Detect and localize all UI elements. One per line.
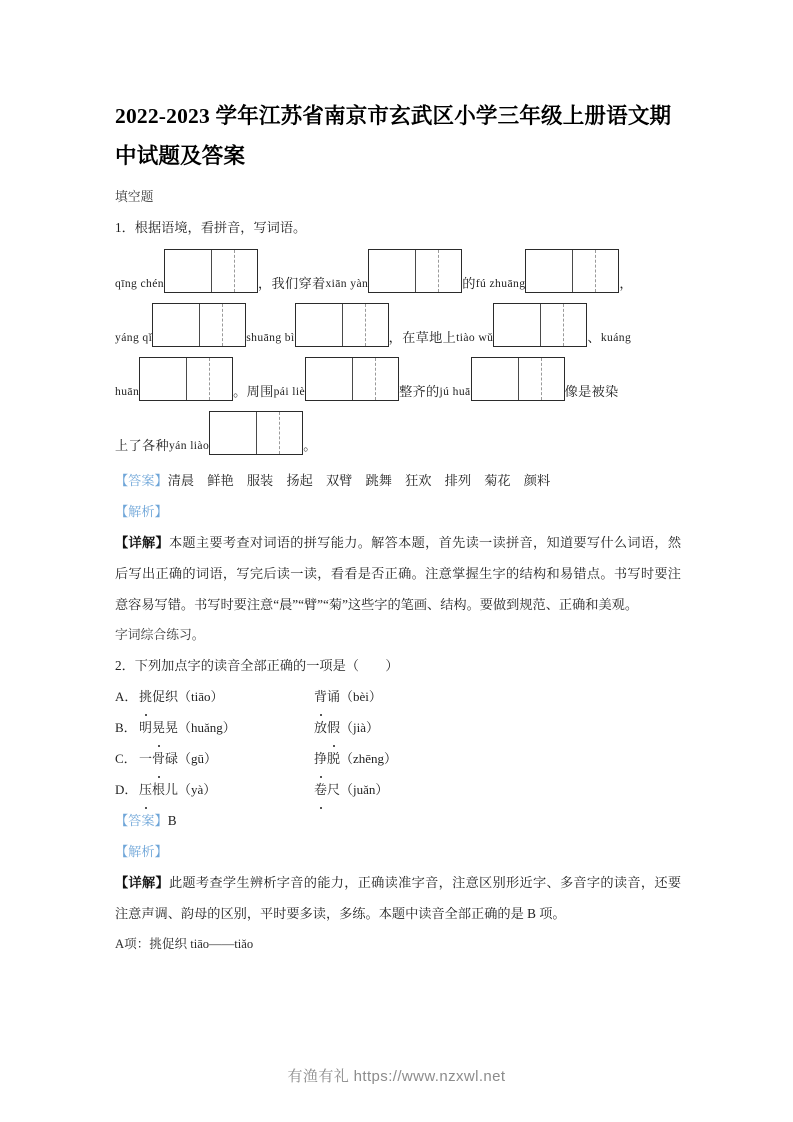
question-1-detail: [115, 527, 681, 620]
option-letter: A．: [115, 689, 138, 704]
option-right-text: 尺（juǎn）: [327, 782, 389, 797]
option-right-part: [314, 720, 379, 735]
detail-marker: 【详解】: [115, 535, 169, 550]
question-2-answer-line: [115, 805, 681, 836]
option-right-part: [314, 782, 388, 797]
detail-text: 此题考查学生辨析字音的能力，正确读准字音，注意区别形近字、多音字的读音，还要注意声调、韵母的区别，平时要多读，多练。本题中读音全部正确的是 B 项。: [115, 875, 682, 921]
inline-text: 像是被染: [564, 384, 619, 399]
writing-box[interactable]: [164, 249, 258, 293]
option-letter: C．: [115, 751, 137, 766]
writing-box[interactable]: [471, 357, 565, 401]
pinyin-label: fú zhuāng: [475, 277, 526, 290]
writing-box[interactable]: [493, 303, 587, 347]
option-right-part: [314, 751, 397, 766]
option-left-prefix: 一: [139, 751, 153, 766]
pinyin-label: yáng qǐ: [115, 331, 153, 344]
dotted-char: 背: [314, 681, 327, 712]
detail-marker: 【详解】: [115, 875, 169, 890]
grid-row: [115, 411, 681, 465]
option-left-part: [139, 712, 314, 743]
page-title: 2022-2023 学年江苏省南京市玄武区小学三年级上册语文期中试题及答案: [115, 104, 672, 168]
document-content: [115, 96, 681, 959]
pinyin-label: xiān yàn: [325, 277, 369, 290]
question-2-options: [115, 681, 681, 805]
footer-watermark: 有渔有礼 https://www.nzxwl.net: [287, 1068, 506, 1085]
option-c[interactable]: [115, 743, 681, 774]
option-d[interactable]: [115, 774, 681, 805]
writing-box[interactable]: [368, 249, 462, 293]
option-right-prefix: 放: [314, 720, 328, 735]
pinyin-label: shuāng bì: [246, 331, 295, 344]
option-left-prefix: 明: [139, 720, 153, 735]
writing-box[interactable]: [525, 249, 619, 293]
pinyin-label: qīng chén: [115, 277, 164, 290]
pinyin-label: tiào wǔ: [456, 331, 494, 344]
dotted-char: 卷: [314, 774, 327, 805]
pinyin-label: pái liè: [273, 385, 306, 398]
writing-box[interactable]: [305, 357, 399, 401]
inline-text: ，: [619, 276, 633, 291]
inline-text: 。周围: [233, 384, 274, 399]
option-right-text: 诵（bèi）: [327, 689, 382, 704]
option-left-text: 促织（tiāo）: [152, 689, 224, 704]
grid-row: [115, 249, 681, 303]
detail-text: 本题主要考查对词语的拼写能力。解答本题，首先读一读拼音，知道要写什么词语，然后写出正确的词语，写完后读一读，看看是否正确。注意掌握生字的结构和易错点。书写时要注意容易写错。书写时要注意“晨”“臂”“菊”这些字的笔画、结构。要做到规范、正确和美观。: [115, 535, 682, 612]
answer-text: B: [167, 813, 177, 828]
pinyin-label: jú huā: [439, 385, 471, 398]
option-letter: B．: [115, 720, 137, 735]
dotted-char: 挣: [314, 743, 327, 774]
grid-row: [115, 357, 681, 411]
inline-text: 的: [462, 276, 476, 291]
option-left-part: [139, 774, 314, 805]
dotted-char: 晃: [152, 712, 165, 743]
section-label-fill-in-blank: 填空题: [115, 190, 154, 204]
inline-text: 、: [587, 330, 601, 345]
writing-box[interactable]: [209, 411, 303, 455]
question-1-stem: 1．根据语境，看拼音，写词语。: [115, 220, 307, 235]
question-1-answer-line: [115, 465, 681, 496]
pinyin-label: huān: [115, 385, 140, 398]
option-left-text: 碌（gū）: [165, 751, 218, 766]
option-left-text: 晃（huǎng）: [165, 720, 236, 735]
option-left-part: [139, 681, 314, 712]
writing-box[interactable]: [295, 303, 389, 347]
analysis-marker: 【解析】: [115, 504, 168, 519]
answer-text: 清晨 鲜艳 服装 扬起 双臂 跳舞 狂欢 排列 菊花 颜料: [167, 473, 551, 488]
inline-text: 。: [303, 438, 317, 453]
option-left-text: 根儿（yà）: [152, 782, 217, 797]
inline-text: 整齐的: [399, 384, 440, 399]
option-right-text: （jià）: [340, 720, 380, 735]
inline-text: 上了各种: [115, 438, 169, 453]
writing-box[interactable]: [152, 303, 246, 347]
pinyin-label: yán liào: [168, 439, 210, 452]
dotted-char: 挑: [139, 681, 152, 712]
analysis-marker: 【解析】: [115, 844, 168, 859]
pinyin-label: kuáng: [600, 331, 632, 344]
option-letter: D．: [115, 782, 138, 797]
option-b[interactable]: [115, 712, 681, 743]
inline-text: ，我们穿着: [258, 276, 326, 291]
question-2-item-a-note: A项：挑促织 tiāo——tiǎo: [115, 937, 254, 951]
option-right-text: 脱（zhēng）: [327, 751, 398, 766]
option-left-part: [139, 743, 314, 774]
answer-marker: 【答案】: [115, 813, 168, 828]
option-a[interactable]: [115, 681, 681, 712]
question-2-analysis-line: [115, 836, 681, 867]
question-1-analysis-line: [115, 496, 681, 527]
inline-text: ，在草地上: [388, 330, 457, 345]
writing-box[interactable]: [139, 357, 233, 401]
grid-row: [115, 303, 681, 357]
answer-marker: 【答案】: [115, 473, 168, 488]
question-2-stem: 2．下列加点字的读音全部正确的一项是（ ）: [115, 658, 399, 673]
dotted-char: 压: [139, 774, 152, 805]
practice-label: 字词综合练习。: [115, 628, 205, 642]
option-right-part: [314, 689, 382, 704]
question-1-grid-area: [115, 249, 681, 465]
question-2-detail: [115, 867, 681, 929]
dotted-char: 骨: [152, 743, 165, 774]
dotted-char: 假: [327, 712, 340, 743]
